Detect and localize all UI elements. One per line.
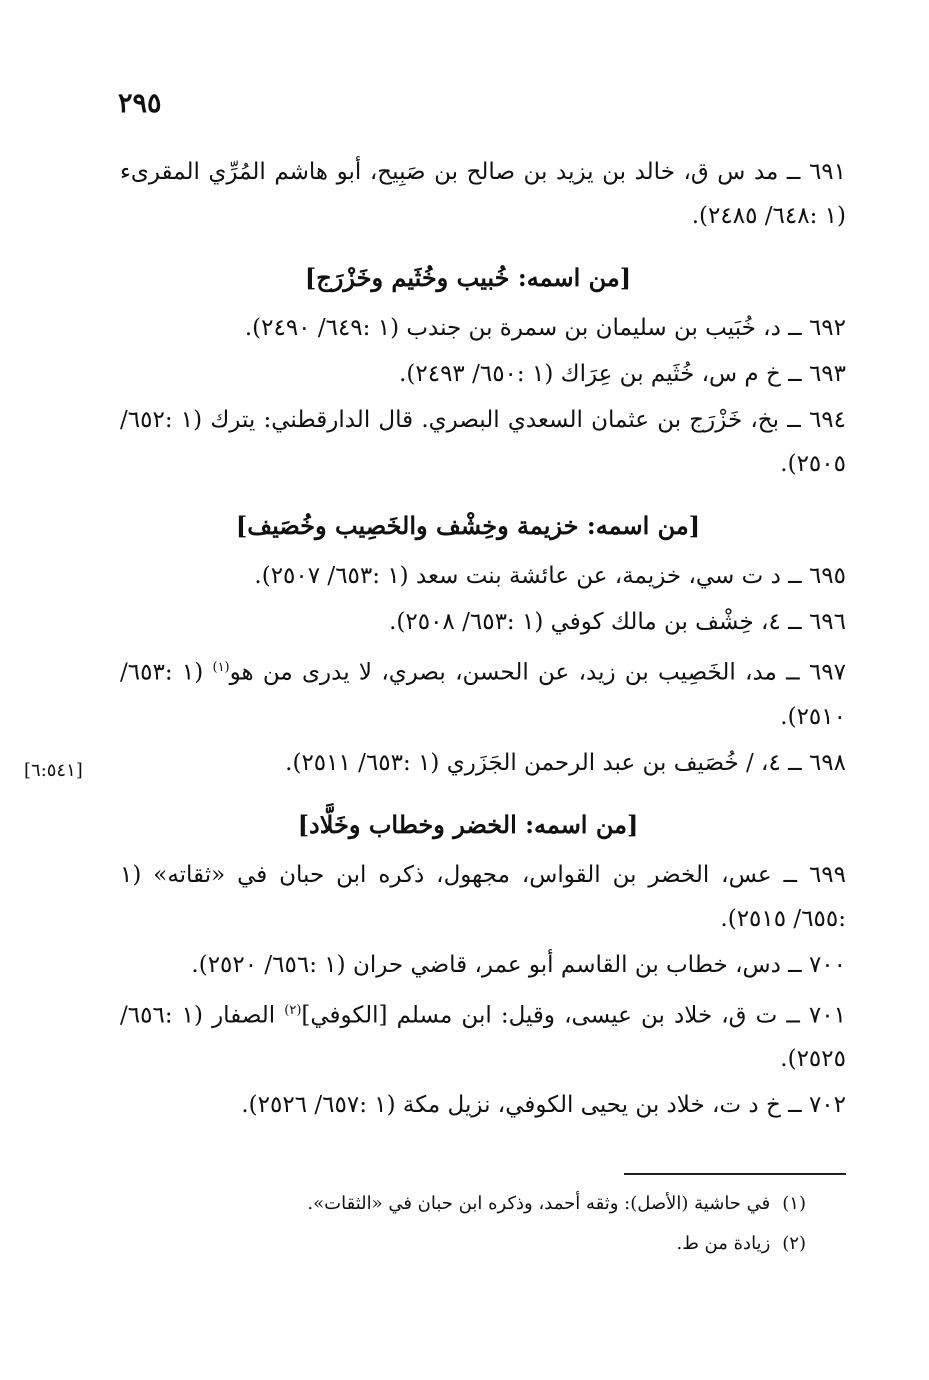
entry-695: ٦٩٥ ــ د ت سي، خزيمة، عن عائشة بنت سعد (١ :٦٥٣/ ٢٥٠٧).: [254, 563, 846, 589]
section-heading: [من اسمه: الخضر وخطاب وخَلَّاد]: [297, 809, 639, 839]
entry-697: ٦٩٧ ــ مد، الخَصِيب بن زيد، عن الحسن، بصري، لا يدرى من هو$^{(١)}$ (١ :٦٥٣/ ٢٥١٠).: [120, 659, 846, 730]
page-number: ٢٩٥: [118, 88, 162, 119]
section-heading: [من اسمه: خزيمة وخِشْف والخَصِيب وخُصَيف]: [235, 511, 701, 540]
entry-702: ٧٠٢ ــ خ د ت، خلاد بن يحيى الكوفي، نزيل مكة (١ :٦٥٧/ ٢٥٢٦).: [241, 1092, 846, 1119]
footnote: [240, 1184, 806, 1224]
entry-696: ٦٩٦ ــ ٤، خِشْف بن مالك كوفي (١ :٦٥٣/ ٢٥٠٨).: [389, 609, 846, 635]
entry-698: ٦٩٨ ــ ٤، / خُصَيف بن عبد الرحمن الجَزَري (١ :٦٥٣/ ٢٥١١).: [285, 749, 846, 776]
footnote-ref: (١): [212, 660, 230, 675]
entry-691: ٦٩١ ــ مد س ق، خالد بن يزيد بن صالح بن صَبِيح، أبو هاشم المُرِّي المقرىء (١ :٦٤٨/ ٢٤٨٥).: [120, 159, 846, 229]
footnote-text: في حاشية (الأصل): وثقه أحمد، وذكره ابن حبان في «الثقات».: [307, 1193, 771, 1214]
footnote-number: (٢): [782, 1233, 806, 1254]
entry-693: ٦٩٣ ــ خ م س، خُثَيم بن عِرَاك (١ :٦٥٠/ ٢٤٩٣).: [399, 361, 846, 387]
main-text: [120, 150, 846, 1129]
entry-694: ٦٩٤ ــ بخ، خَزْرَج بن عثمان السعدي البصري. قال الدارقطني: يترك (١ :٦٥٢/ ٢٥٠٥).: [120, 407, 846, 477]
footnote: [240, 1224, 806, 1264]
footnote-number: (١): [782, 1193, 806, 1214]
entry-701: ٧٠١ ــ ت ق، خلاد بن عيسى، وقيل: ابن مسلم [الكوفي]$^{(٢)}$ الصفار (١ :٦٥٦/ ٢٥٢٥).: [120, 1002, 846, 1073]
footnote-text: زيادة من ط.: [676, 1233, 771, 1254]
entry-700: ٧٠٠ ــ دس، خطاب بن القاسم أبو عمر، قاضي حران (١ :٦٥٦/ ٢٥٢٠).: [191, 951, 846, 978]
entry-692: ٦٩٢ ــ د، خُبَيب بن سليمان بن سمرة بن جندب (١ :٦٤٩/ ٢٤٩٠).: [244, 315, 846, 341]
footnote-ref: (٢): [284, 1002, 302, 1018]
margin-note: [٦:٥٤١]: [24, 760, 83, 781]
footnote-divider: [624, 1173, 846, 1175]
entry-699: ٦٩٩ ــ عس، الخضر بن القواس، مجهول، ذكره ابن حبان في «ثقاته» (١ :٦٥٥/ ٢٥١٥).: [120, 861, 846, 932]
section-heading: [من اسمه: خُبيب وخُثَيم وخَزْرَج]: [304, 263, 632, 292]
footnotes: [240, 1184, 806, 1264]
